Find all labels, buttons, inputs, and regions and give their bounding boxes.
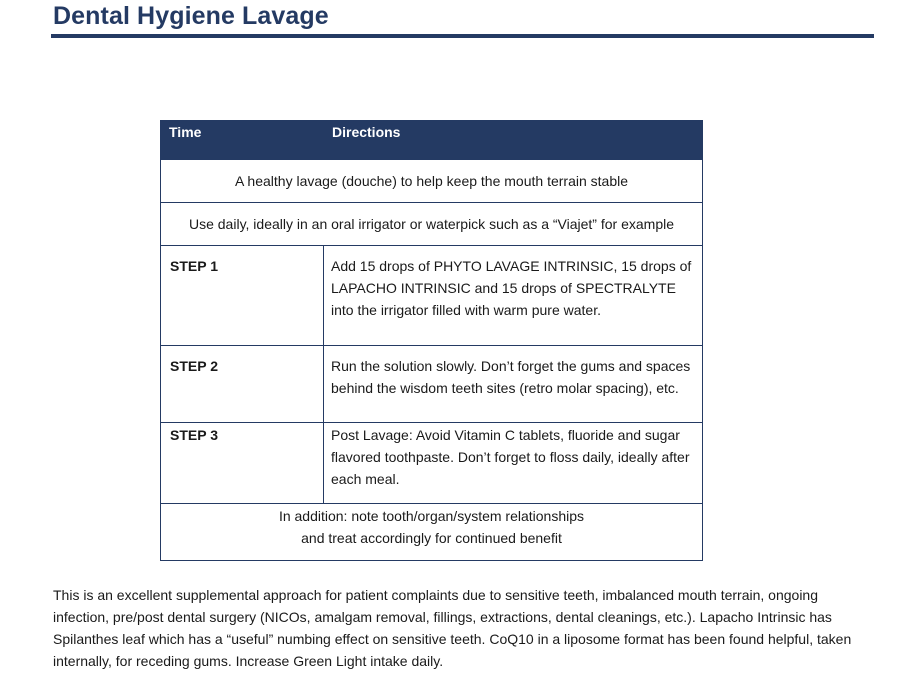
addition-line-2: and treat accordingly for continued benefit [301, 530, 562, 546]
step-text: Add 15 drops of PHYTO LAVAGE INTRINSIC, 15 drops of LAPACHO INTRINSIC and 15 drops of SPECTRALYTE into the irrigator filled with warm pure water. [324, 246, 703, 346]
table-row [161, 423, 703, 504]
step-label: STEP 1 [161, 246, 324, 346]
table-header-row [161, 121, 703, 160]
addition-line-1: In addition: note tooth/organ/system relationships [278, 508, 585, 524]
step-text: Post Lavage: Avoid Vitamin C tablets, fluoride and sugar flavored toothpaste. Don’t forget to floss daily, ideally after each meal. [324, 423, 703, 504]
page-title: Dental Hygiene Lavage [53, 2, 329, 30]
column-header-time: Time [161, 121, 324, 160]
step-label: STEP 2 [161, 346, 324, 423]
step-label: STEP 3 [161, 423, 324, 504]
step-text: Run the solution slowly. Don’t forget the gums and spaces behind the wisdom teeth sites (retro molar spacing), etc. [324, 346, 703, 423]
column-header-directions: Directions [324, 121, 703, 160]
supplemental-note: This is an excellent supplemental approach for patient complaints due to sensitive teeth, imbalanced mouth terrain, ongoing infection, pre/post dental surgery (NICOs, amalgam removal, fillings, extractions, dental cleanings, etc.). Lapacho Intrinsic has Spilanthes leaf which has a “useful” numbing effect on sensitive teeth. CoQ10 in a liposome format has been found helpful, taken internally, for receding gums. Increase Green Light intake daily. [53, 587, 852, 669]
table-row [161, 504, 703, 561]
table-row [161, 346, 703, 423]
title-divider [51, 34, 874, 38]
table-row [161, 160, 703, 203]
directions-table [160, 120, 703, 561]
table-row [161, 203, 703, 246]
intro-description: A healthy lavage (douche) to help keep the mouth terrain stable [161, 160, 703, 203]
usage-instructions: Use daily, ideally in an oral irrigator or waterpick such as a “Viajet” for example [161, 203, 703, 246]
addition-note [161, 504, 703, 561]
table-row [161, 246, 703, 346]
